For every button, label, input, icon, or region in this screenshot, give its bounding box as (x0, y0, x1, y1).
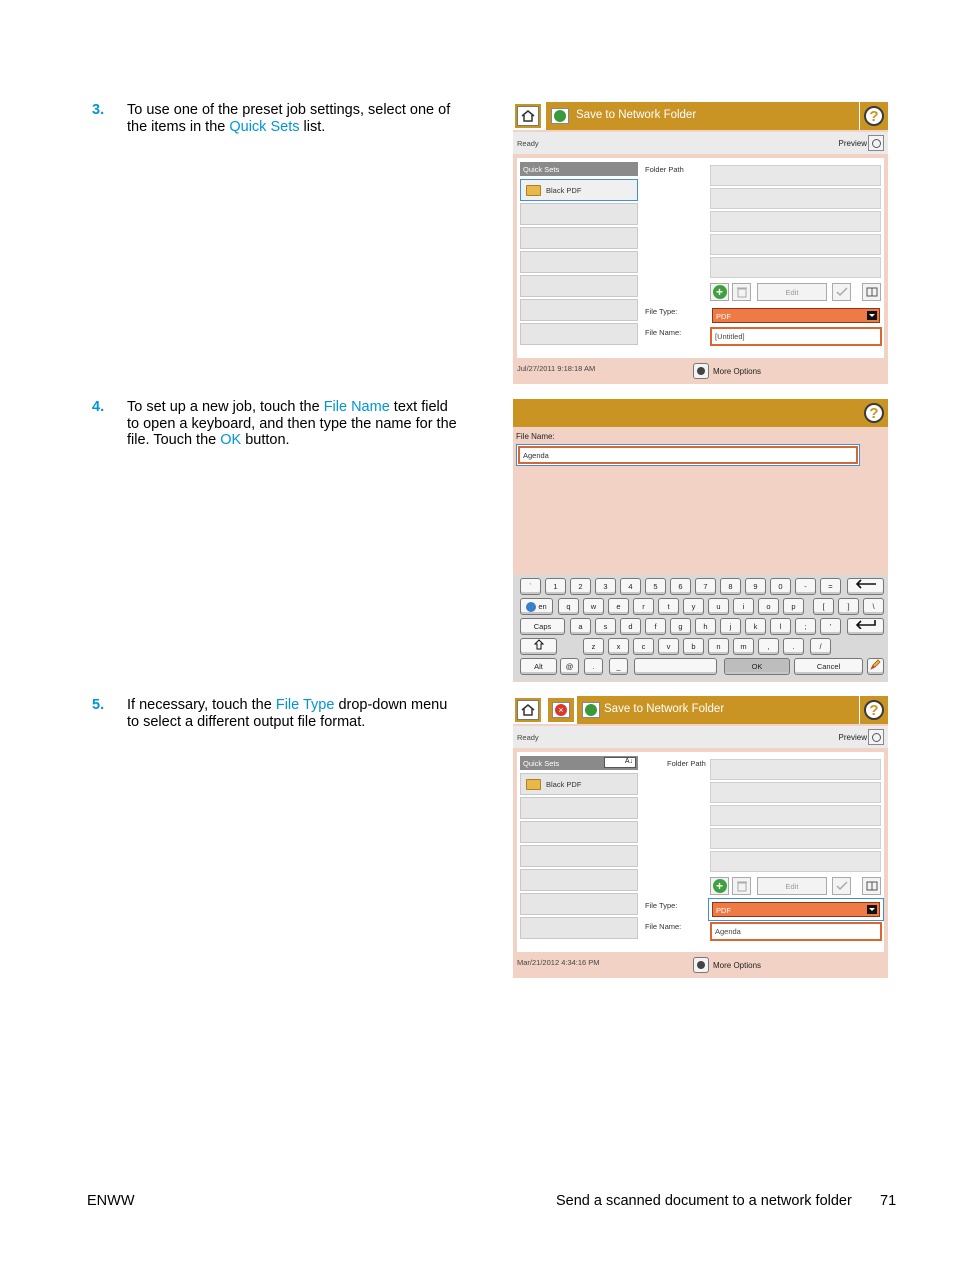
screenshot-save-to-folder-2 (513, 696, 888, 978)
folder-path-label: Folder Path (645, 165, 684, 174)
key[interactable]: l (770, 618, 791, 635)
start-icon (551, 108, 569, 124)
key[interactable]: = (820, 578, 841, 595)
key[interactable]: 0 (770, 578, 791, 595)
start-icon (582, 702, 600, 718)
key[interactable]: 1 (545, 578, 566, 595)
key[interactable]: 3 (595, 578, 616, 595)
list-item[interactable] (520, 323, 638, 345)
address-book-button[interactable] (862, 877, 881, 895)
backspace-key[interactable] (847, 578, 884, 595)
quick-sets-header: Quick Sets A↓ (520, 756, 638, 770)
home-button[interactable] (513, 696, 543, 724)
folder-path-row[interactable] (710, 211, 881, 232)
folder-path-row[interactable] (710, 188, 881, 209)
folder-icon (526, 779, 541, 790)
preview-label: Preview (838, 138, 867, 148)
key[interactable]: n (708, 638, 729, 655)
key[interactable]: p (783, 598, 804, 615)
screenshot-save-to-folder-1 (513, 102, 888, 384)
key[interactable]: 6 (670, 578, 691, 595)
job-settings-area (517, 752, 884, 952)
step-number: 3. (92, 102, 105, 118)
step-number: 4. (92, 399, 105, 415)
list-item[interactable] (520, 869, 638, 891)
date-time: Jul/27/2011 9:18:18 AM (517, 364, 596, 373)
home-icon (517, 106, 539, 126)
file-type-dropdown[interactable]: PDF (712, 902, 880, 917)
file-name-field[interactable]: [Untitled] (710, 327, 882, 346)
step-text: To set up a new job, touch the File Name text field to open a keyboard, and then type the name for the file. Touch the OK button. (127, 399, 457, 448)
address-book-icon (866, 287, 878, 297)
file-name-field[interactable]: Agenda (710, 922, 882, 941)
title-bar (513, 696, 888, 724)
quick-set-black-pdf[interactable]: Black PDF (520, 179, 638, 201)
folder-path-row[interactable] (710, 759, 881, 780)
key[interactable]: k (745, 618, 766, 635)
file-name-input[interactable] (516, 444, 860, 466)
address-book-icon (866, 881, 878, 891)
enter-icon (854, 619, 878, 629)
help-button[interactable] (860, 399, 888, 427)
key[interactable]: 7 (695, 578, 716, 595)
key[interactable]: h (695, 618, 716, 635)
stop-button[interactable] (546, 696, 576, 724)
folder-path-row[interactable] (710, 782, 881, 803)
key[interactable]: 8 (720, 578, 741, 595)
pen-button[interactable] (867, 658, 884, 675)
edit-button[interactable]: Edit (757, 283, 827, 301)
quick-set-black-pdf[interactable]: Black PDF (520, 773, 638, 795)
magnifier-icon (868, 135, 884, 151)
quick-sets-link: Quick Sets (229, 118, 300, 135)
folder-path-row[interactable] (710, 851, 881, 872)
list-item[interactable] (520, 203, 638, 225)
folder-path-row[interactable] (710, 234, 881, 255)
quick-sets-header: Quick Sets (520, 162, 638, 176)
check-button[interactable] (832, 877, 851, 895)
preview-label: Preview (838, 732, 867, 742)
job-settings-area (517, 158, 884, 358)
list-item[interactable] (520, 251, 638, 273)
key[interactable]: _ (609, 658, 628, 675)
more-options-button[interactable]: More Options (693, 363, 761, 379)
key[interactable]: r (633, 598, 654, 615)
alt-key[interactable]: Alt (520, 658, 557, 675)
step-text: If necessary, touch the File Type drop-down menu to select a different output file format. (127, 697, 448, 730)
file-type-label: File Type: (645, 307, 678, 316)
help-button[interactable] (860, 102, 888, 130)
date-time: Mar/21/2012 4:34:16 PM (517, 958, 600, 967)
delete-icon (737, 286, 747, 298)
key[interactable]: o (758, 598, 779, 615)
file-type-term: File Type (275, 697, 335, 713)
key[interactable]: \ (863, 598, 884, 615)
list-item[interactable] (520, 227, 638, 249)
key[interactable]: [ (813, 598, 834, 615)
footer-title: Send a scanned document to a network folder (556, 1193, 852, 1209)
preview-button[interactable] (839, 135, 884, 151)
folder-icon (526, 185, 541, 196)
key[interactable]: ` (520, 578, 541, 595)
key[interactable]: 2 (570, 578, 591, 595)
status-text: Ready (517, 733, 539, 742)
shift-key[interactable] (520, 638, 557, 655)
check-icon (836, 287, 848, 297)
key[interactable]: m (733, 638, 754, 655)
key[interactable]: @ (560, 658, 579, 675)
file-name-label: File Name: (516, 432, 555, 441)
page-number: 71 (880, 1193, 897, 1209)
key[interactable]: / (810, 638, 831, 655)
ok-term: OK (220, 432, 242, 448)
delete-button[interactable] (732, 283, 751, 301)
key[interactable]: , (758, 638, 779, 655)
file-name-label: File Name: (645, 922, 682, 931)
key[interactable]: j (720, 618, 741, 635)
add-icon: + (713, 285, 727, 299)
key[interactable]: 5 (645, 578, 666, 595)
title-area (513, 399, 860, 427)
address-book-button[interactable] (862, 283, 881, 301)
caps-key[interactable]: Caps (520, 618, 565, 635)
start-button[interactable] (546, 102, 574, 130)
delete-icon (737, 880, 747, 892)
stop-icon: × (552, 702, 570, 718)
panel-title: Save to Network Folder (576, 109, 697, 121)
start-button[interactable] (577, 696, 605, 724)
language-key[interactable]: en (520, 598, 553, 615)
footer-left: ENWW (87, 1193, 135, 1209)
key[interactable]: q (558, 598, 579, 615)
key[interactable]: x (608, 638, 629, 655)
key[interactable]: i (733, 598, 754, 615)
step-number: 5. (92, 697, 105, 713)
enter-key[interactable] (847, 618, 884, 635)
dropdown-arrow-icon (867, 311, 877, 320)
key[interactable]: c (633, 638, 654, 655)
list-item[interactable] (520, 275, 638, 297)
file-name-value: Agenda (518, 446, 858, 464)
key[interactable]: b (683, 638, 704, 655)
status-bar (513, 726, 888, 748)
home-icon (517, 700, 539, 720)
key[interactable]: f (645, 618, 666, 635)
key[interactable]: ] (838, 598, 859, 615)
check-icon (836, 881, 848, 891)
preview-button[interactable] (839, 729, 884, 745)
key[interactable]: v (658, 638, 679, 655)
help-icon: ? (864, 403, 884, 423)
folder-path-row[interactable] (710, 165, 881, 186)
globe-icon (526, 602, 536, 612)
key[interactable]: 9 (745, 578, 766, 595)
help-icon: ? (864, 700, 884, 720)
key[interactable]: d (620, 618, 641, 635)
key[interactable]: - (795, 578, 816, 595)
key[interactable]: s (595, 618, 616, 635)
key[interactable]: a (570, 618, 591, 635)
pen-icon (870, 659, 881, 670)
key[interactable]: u (708, 598, 729, 615)
key[interactable]: ; (795, 618, 816, 635)
key[interactable]: . (783, 638, 804, 655)
file-type-dropdown[interactable]: PDF (712, 308, 880, 323)
more-options-button[interactable]: More Options (693, 957, 761, 973)
backspace-icon (854, 579, 878, 589)
shift-icon (534, 639, 544, 650)
add-icon: + (713, 879, 727, 893)
folder-path-row[interactable] (710, 805, 881, 826)
folder-path-row[interactable] (710, 257, 881, 278)
step-text: To use one of the preset job settings, select one of the items in the Quick Sets list. (127, 102, 451, 135)
sort-icon[interactable]: A↓ (604, 757, 636, 768)
status-bar (513, 132, 888, 154)
check-button[interactable] (832, 283, 851, 301)
edit-button[interactable]: Edit (757, 877, 827, 895)
home-button[interactable] (513, 102, 543, 130)
title-bar (513, 399, 888, 427)
key[interactable]: . (584, 658, 603, 675)
space-key[interactable] (634, 658, 717, 675)
folder-path-label: Folder Path (667, 759, 706, 768)
delete-button[interactable] (732, 877, 751, 895)
key[interactable]: y (683, 598, 704, 615)
status-text: Ready (517, 139, 539, 148)
folder-path-row[interactable] (710, 828, 881, 849)
list-item[interactable] (520, 917, 638, 939)
key[interactable]: e (608, 598, 629, 615)
dropdown-arrow-icon (867, 905, 877, 914)
screenshot-file-name-keyboard (513, 399, 888, 682)
list-item[interactable] (520, 821, 638, 843)
list-item[interactable] (520, 893, 638, 915)
list-item[interactable] (520, 797, 638, 819)
add-button[interactable] (710, 877, 729, 895)
magnifier-icon (868, 729, 884, 745)
chevron-down-icon (693, 363, 709, 379)
key[interactable]: 4 (620, 578, 641, 595)
title-bar (513, 102, 888, 130)
add-button[interactable] (710, 283, 729, 301)
on-screen-keyboard (513, 575, 888, 681)
file-name-label: File Name: (645, 328, 682, 337)
chevron-down-icon (693, 957, 709, 973)
file-type-label: File Type: (645, 901, 678, 910)
key[interactable]: t (658, 598, 679, 615)
cancel-button[interactable]: Cancel (794, 658, 863, 675)
key[interactable]: g (670, 618, 691, 635)
key[interactable]: w (583, 598, 604, 615)
help-icon: ? (864, 106, 884, 126)
list-item[interactable] (520, 845, 638, 867)
key[interactable]: ' (820, 618, 841, 635)
key[interactable]: z (583, 638, 604, 655)
help-button[interactable] (860, 696, 888, 724)
ok-button[interactable]: OK (724, 658, 790, 675)
file-name-term: File Name (323, 399, 390, 415)
panel-title: Save to Network Folder (604, 703, 725, 715)
list-item[interactable] (520, 299, 638, 321)
